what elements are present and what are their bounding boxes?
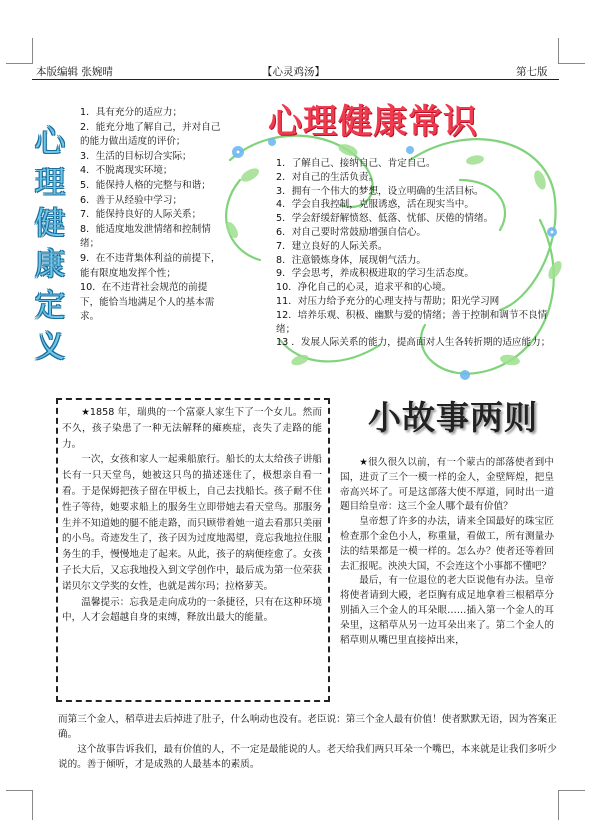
list-item: 2．能充分地了解自己，并对自己的能力做出适度的评价； (80, 121, 221, 148)
list-item: 6．善于从经验中学习； (80, 194, 183, 206)
story-paragraph: 皇帝想了许多的办法，请来全国最好的珠宝匠检查那个金色小人，称重量，看做工，所有测量办法的结果都是一模一样的。怎么办？使者还等着回去汇报呢。泱泱大国，不会连这个小事都不懂吧？ (340, 516, 554, 572)
definition-list (80, 106, 222, 325)
list-item: 13 ．发展人际关系的能力，提高面对人生各转折期的适应能力； (276, 337, 551, 349)
list-item: 10．净化自己的心灵，追求平和的心境。 (276, 282, 452, 294)
column-name: 【心灵鸡汤】 (262, 66, 325, 78)
story-right (340, 456, 554, 648)
side-title-char: 定 (34, 288, 66, 324)
story-left (62, 405, 322, 626)
story-paragraph: 最后，有一位退位的老大臣说他有办法。皇帝将使者请到大殿，老臣胸有成足地拿着三根稻草分别插入三个金人的耳朵眼……插入第一个金人的耳朵里，这稻草从另一边耳朵出来了。第二个金人的稻草则从嘴巴里直接掉出来， (340, 575, 554, 646)
list-item: 7．建立良好的人际关系。 (276, 240, 388, 252)
crop-mark-bottom-left-h (6, 790, 32, 791)
list-item: 8．能适度地发泄情绪和控制情绪； (80, 223, 211, 250)
list-item: 12．培养乐观、积极、幽默与爱的情绪；善于控制和调节不良情绪； (276, 309, 548, 335)
story-paragraph: 而第三个金人，稻草进去后掉进了肚子，什么响动也没有。老臣说：第三个金人最有价值！使者默默无语，因为答案正确。 (58, 714, 557, 740)
list-item: 11．对压力给予充分的心理支持与帮助；阳光学习网 (276, 295, 500, 307)
list-item: 5．学会舒缓舒解愤怒、低落、忧郁、厌倦的情绪。 (276, 213, 494, 225)
story-paragraph: ★1858 年，瑞典的一个富豪人家生下了一个女儿。然而不久，孩子染患了一种无法解释的瘫痪症，丧失了走路的能力。 (62, 407, 322, 450)
side-title-char: 心 (34, 124, 66, 160)
side-title-char: 康 (34, 247, 66, 283)
list-item: 10．在不违背社会规范的前提下，能恰当地满足个人的基本需求。 (80, 282, 215, 323)
crop-mark-top-left-h (6, 63, 32, 64)
list-item: 9．学会思考，养成积极进取的学习生活态度。 (276, 268, 474, 280)
crop-mark-top-right-h (559, 63, 585, 64)
story-paragraph: ★很久很久以前，有一个蒙古的部落使者到中国，进贡了三个一模一样的金人，金壁辉煌，把皇帝高兴坏了。可是这部落大使不厚道，同时出一道题目给皇帝：这三个金人哪个最有价值？ (340, 457, 554, 513)
crop-mark-top-right-v (558, 38, 559, 64)
story-paragraph: 一次，女孩和家人一起乘船旅行。船长的太太给孩子讲船长有一只天堂鸟，她被这只鸟的描述迷住了，极想亲自看一看。于是保姆把孩子留在甲板上，自己去找船长。孩子耐不住性子等待，她要求船上的服务生立即带她去看天堂鸟。那服务生并不知道她的腿不能走路，而只顾带着她一道去看那只美丽的小鸟。奇迹发生了，孩子因为过度地渴望，竟忘我地拉住服务生的手，慢慢地走了起来。从此，孩子的病便痊愈了。女孩子长大后，又忘我地投入到文学创作中，最后成为第一位荣获诺贝尔文学奖的女性，也就是茜尔玛；拉格萝芙。 (62, 454, 322, 592)
side-title-char: 义 (34, 329, 66, 365)
list-item: 7．能保持良好的人际关系； (80, 209, 202, 221)
header-rule (32, 79, 559, 80)
main-title: 心理健康常识 (268, 102, 478, 142)
list-item: 4．不脱离现实环境； (80, 165, 173, 177)
story-section-title: 小故事两则 (368, 398, 538, 437)
story-paragraph: 这个故事告诉我们，最有价值的人，不一定是最能说的人。老天给我们两只耳朵一个嘴巴，本来就是让我们多听少说的。善于倾听，才是成熟的人最基本的素质。 (58, 744, 557, 770)
crop-mark-top-left-v (32, 38, 33, 64)
list-item: 9．在不违背集体利益的前提下，能有限度地发挥个性； (80, 252, 221, 279)
list-item: 1．了解自己、接纳自己、肯定自己。 (276, 158, 436, 169)
list-item: 3．拥有一个伟大的梦想，设立明确的生活目标。 (276, 185, 484, 197)
story-paragraph: 温馨提示：忘我是走向成功的一条捷径，只有在这种环境中，人才会超越自身的束缚，释放出最大的能量。 (62, 596, 322, 624)
list-item: 1．具有充分的适应力； (80, 107, 183, 118)
list-item: 2．对自己的生活负责。 (276, 171, 379, 183)
list-item: 4．学会自我控制，克服诱惑，活在现实当中。 (276, 199, 474, 211)
page-number: 第七版 (516, 66, 548, 78)
side-title-mental-health-definition (28, 122, 72, 368)
side-title-char: 理 (34, 165, 66, 201)
list-item: 5．能保持人格的完整与和谐； (80, 179, 211, 191)
list-item: 3．生活的目标切合实际； (80, 150, 192, 162)
crop-mark-bottom-right-v (558, 790, 559, 820)
editor-credit: 本版编辑 张婉晴 (36, 66, 113, 78)
knowledge-list (276, 157, 554, 350)
side-title-char: 健 (34, 206, 66, 242)
list-item: 8．注意锻炼身体，展现朝气活力。 (276, 254, 427, 266)
crop-mark-bottom-right-h (559, 790, 585, 791)
story-conclusion (58, 712, 558, 772)
list-item: 6．对自己要时常鼓励增强自信心。 (276, 226, 427, 238)
crop-mark-bottom-left-v (32, 790, 33, 820)
